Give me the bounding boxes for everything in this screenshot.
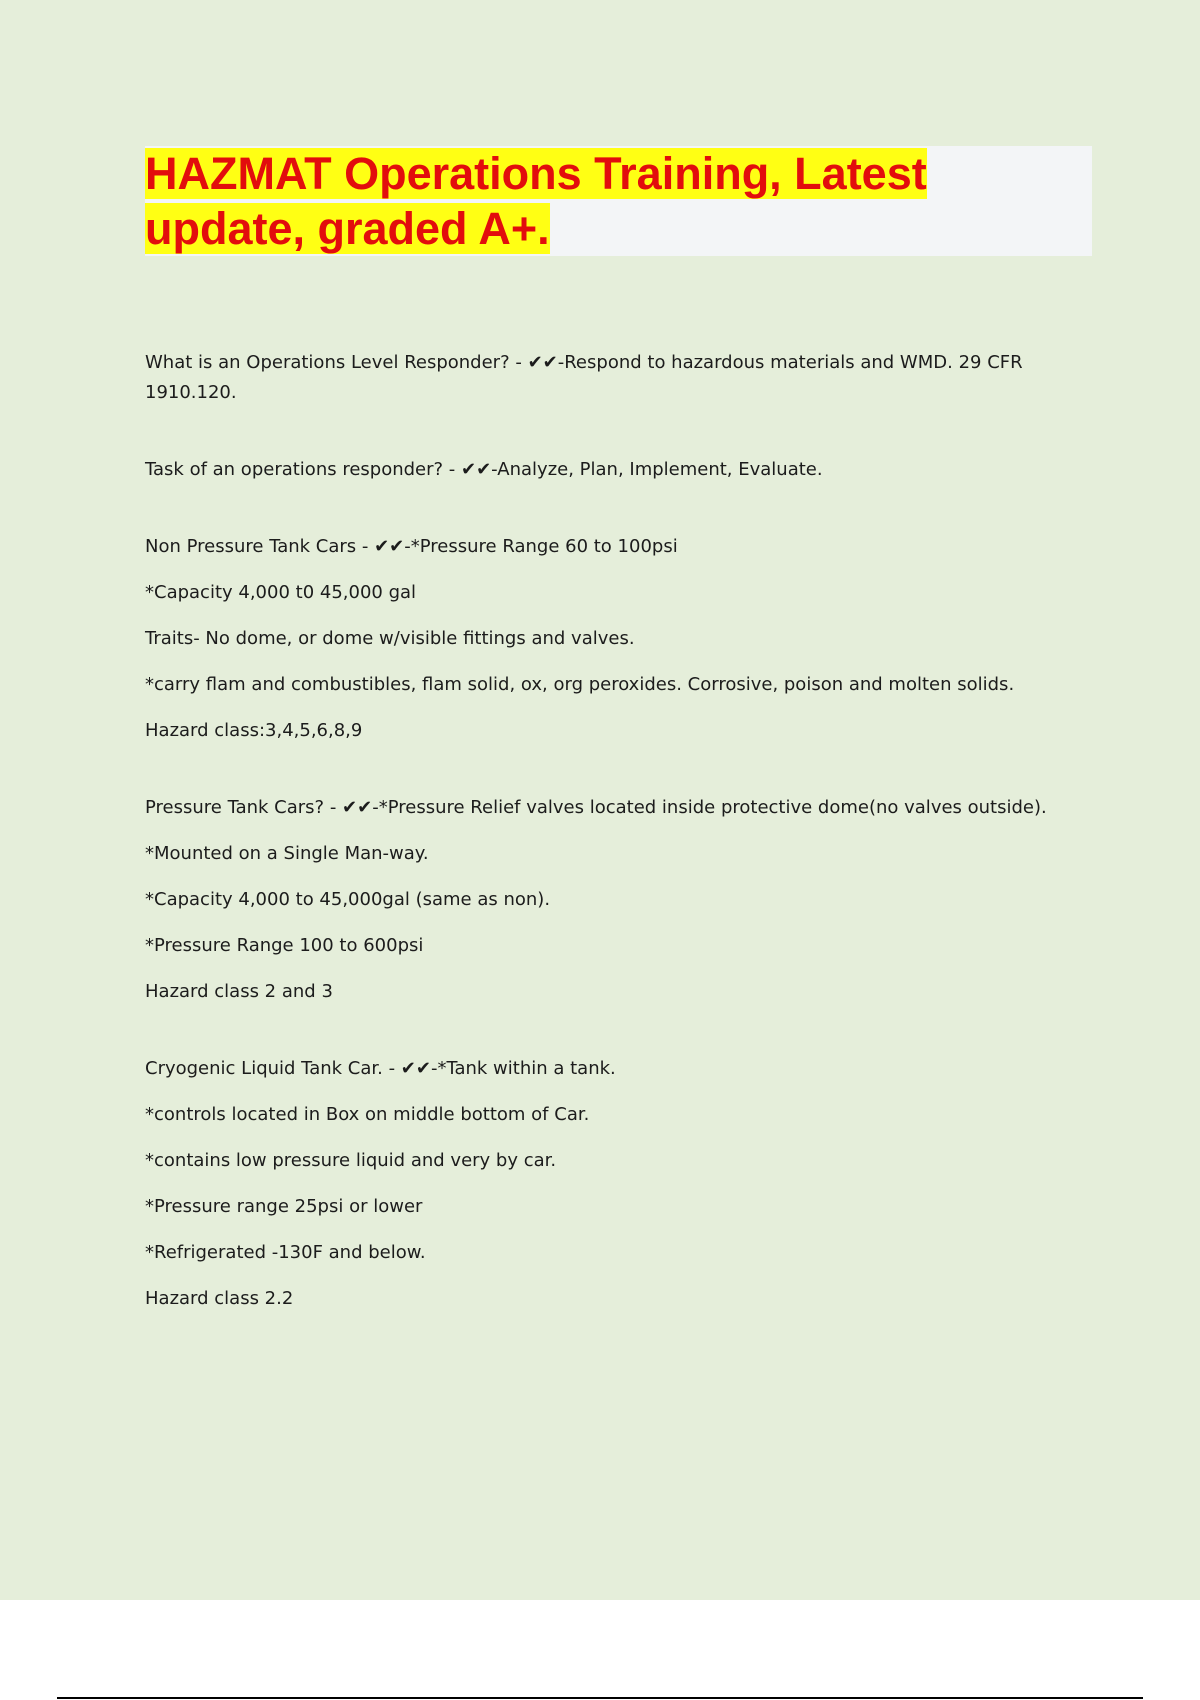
entry-line: *carry flam and combustibles, flam solid, ox, org peroxides. Corrosive, poison and molten solids. xyxy=(145,674,1015,695)
entry-line: Hazard class 2 and 3 xyxy=(145,981,333,1002)
entry-line: *controls located in Box on middle bottom of Car. xyxy=(145,1104,590,1125)
entry-line: Pressure Tank Cars? - ✔✔-*Pressure Relief valves located inside protective dome(no valves outside). xyxy=(145,797,1047,818)
document-content xyxy=(145,348,1075,1361)
entry-line: Non Pressure Tank Cars - ✔✔-*Pressure Range 60 to 100psi xyxy=(145,536,678,557)
qa-entry-operations-responder-task xyxy=(145,455,1075,485)
entry-line: *Capacity 4,000 to 45,000gal (same as non). xyxy=(145,889,551,910)
qa-entry-cryogenic-liquid-tank-car xyxy=(145,1054,1075,1314)
entry-line: Cryogenic Liquid Tank Car. - ✔✔-*Tank within a tank. xyxy=(145,1058,616,1079)
entry-line: Task of an operations responder? - ✔✔-Analyze, Plan, Implement, Evaluate. xyxy=(145,459,823,480)
entry-line: Hazard class:3,4,5,6,8,9 xyxy=(145,720,363,741)
qa-entry-operations-level-responder xyxy=(145,348,1075,408)
entry-line: *Pressure Range 100 to 600psi xyxy=(145,935,424,956)
entry-line: *contains low pressure liquid and very by car. xyxy=(145,1150,557,1171)
qa-entry-pressure-tank-cars xyxy=(145,793,1075,1007)
footer-divider xyxy=(57,1697,1143,1699)
entry-line: Traits- No dome, or dome w/visible fittings and valves. xyxy=(145,628,635,649)
entry-line: What is an Operations Level Responder? - ✔✔-Respond to hazardous materials and WMD. 29 CFR 1910.120. xyxy=(145,352,1023,403)
entry-line: Hazard class 2.2 xyxy=(145,1288,294,1309)
qa-entry-non-pressure-tank-cars xyxy=(145,532,1075,746)
document-title-text: HAZMAT Operations Training, Latest update, graded A+. xyxy=(145,148,927,254)
entry-line: *Mounted on a Single Man-way. xyxy=(145,843,429,864)
entry-line: *Refrigerated -130F and below. xyxy=(145,1242,426,1263)
entry-line: *Pressure range 25psi or lower xyxy=(145,1196,423,1217)
document-title xyxy=(145,146,1095,256)
entry-line: *Capacity 4,000 t0 45,000 gal xyxy=(145,582,417,603)
